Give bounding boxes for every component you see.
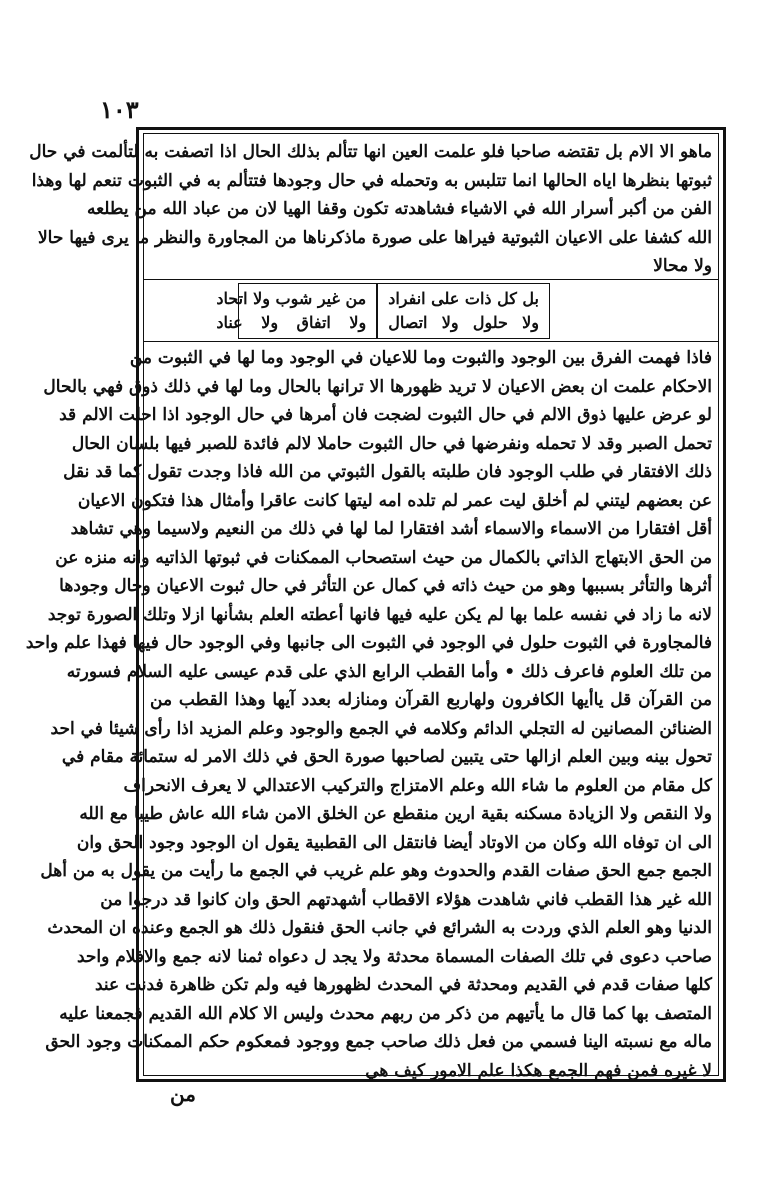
text-line: الدنيا وهو العلم الذي وردت به الشرائع في جانب الحق فنقول ذلك هو الجمع وعنده ان المحدث [47, 918, 712, 938]
poem-line: من غير شوب ولا اتحاد [216, 289, 367, 308]
text-line: ذلك الافتقار في طلب الوجود فان طلبته بالقول الثبوتي من الله فاذا وجدت تقول كما قد نقل [63, 462, 712, 482]
main-paragraph [25, 344, 712, 1085]
text-line: من القرآن قل ياأيها الكافرون ولهاربع القرآن ومنازله بعدد آيها وهذا القطب من [150, 690, 712, 710]
text-line: الى ان توفاه الله وكان من الاوتاد أيضا فانتقل الى القطبية يقول ان الوجود وجود الحق وان [76, 832, 712, 853]
poem-box [216, 283, 550, 339]
text-line: تحول بينه وبين العلم ازالها حتى يتبين لصاحبها صورة الحق في ذلك الامر له ستمائة مقام في [61, 747, 712, 767]
text-line: عن بعضهم ليتني لم أخلق ليت عمر لم تلده امه ليتها كانت عاقرا وأمثال هذا فتكون الاعيان [77, 490, 712, 511]
text-line: لو عرض عليها ذوق الالم في حال الثبوت لضجت فان أمرها في حال الوجود اذا احلت الالم قد [59, 405, 712, 425]
text-line: المتصف بها كما قال ما يأتيهم من ذكر من ربهم محدث وليس الا كلام الله القديم فجمعنا عليه [59, 1003, 712, 1024]
text-line: أقل افتقارا من الاسماء والاسماء أشد افتقارا لما لها في ذلك من النعيم ولاسيما وهي تشاهد [70, 519, 712, 539]
poem-line: ولا اتفاق ولا عناد [216, 313, 367, 332]
text-line: لا غيره فمن فهم الجمع هكذا علم الامور كيف هي [365, 1060, 712, 1081]
text-line: الله كشفا على الاعيان الثبوتية فيراها على صورة ماذكرناها من المجاورة والنظر ما يرى فيها حالا [37, 227, 712, 248]
text-line: ثبوتها بنظرها اياه الحالها انما تتلبس به وتحمله في حال وجودها فتتألم به في الثبوت تنعم لها وهذا [31, 170, 712, 191]
text-line: ماهو الا الام بل تقتضه صاحبا فلو علمت العين انها تتألم بذلك الحال اذا اتصفت به لتألمت في حال [29, 142, 712, 162]
poem-line: بل كل ذات على انفراد [388, 289, 539, 308]
text-line: من تلك العلوم فاعرف ذلك • وأما القطب الرابع الذي على قدم عيسى عليه السلام فسورته [66, 661, 712, 682]
text-line: فالمجاورة في الثبوت حلول في الوجود في الثبوت الى جانبها وفي الوجود حال فيها فهذا علم واحد [25, 633, 712, 653]
text-line: ولا النقص ولا الزيادة مسكنه بقية ارين منقطع عن الخلق الامن شاء الله عاش طيبا مع الله [79, 804, 712, 824]
text-line: ولا محالا [653, 256, 712, 276]
text-line: تحمل الصبر وقد لا تحمله ونفرضها في حال الثبوت حاملا لالم فائدة للصبر فيها بلسان الحال [71, 433, 712, 454]
text-line: من الحق الابتهاج الذاتي بالكمال من حيث استصحاب الممكنات في ثبوتها الذاتيه وانه منزه عن [55, 547, 712, 568]
text-line: الضنائن المصانين له التجلي الدائم وكلامه في الجمع والوجود وعلم المزيد اذا رأى شيئا في احد [50, 718, 712, 739]
top-paragraph [29, 138, 712, 281]
text-line: لانه ما زاد في نفسه علما بها لم يكن عليه فيها فانها أعطته العلم بشأنها ازلا وتلك الصورة توجد [47, 604, 712, 625]
catchword: من [170, 1082, 196, 1106]
text-line: الفن من أكبر أسرار الله في الاشياء فشاهدته تكون وقفا الهيا لان من عباد الله من يطلعه [86, 199, 712, 219]
text-line: كلها صفات قدم في القديم ومحدثة في المحدث لظهورها فيه ولم تكن ظاهرة فدنت عند [94, 975, 712, 995]
poem-right-hemistich [378, 284, 549, 338]
page-number: ١٠٣ [100, 95, 139, 124]
text-line: فاذا فهمت الفرق بين الوجود والثبوت وما للاعيان في الوجود وما لها في الثبوت من [129, 348, 712, 368]
poem-line: ولا حلول ولا اتصال [388, 313, 539, 332]
text-line: كل مقام من العلوم ما شاء الله وعلم الامتزاج والتركيب الاعتدالي لا يعرف الانحراف [123, 775, 712, 796]
horizontal-rule [143, 341, 719, 342]
text-line: الجمع جمع الحق صفات القدم والحدوث وهو علم غريب في الجمع ما رأيت من يقول به من أهل [40, 861, 712, 881]
text-line: أثرها والتأثر بسببها وهو من حيث ذاته في كمال عن التأثر في حال ثبوت الاعيان وحال وجودها [59, 576, 712, 596]
text-line: صاحب دعوى في تلك الصفات المسماة محدثة ولا يجد ل دعواه ثمنا لانه جمع والافلام واحد [76, 946, 712, 967]
text-line: الاحكام علمت ان بعض الاعيان لا تريد ظهورها الا ترانها بالحال وما لها في ذلك ذوق فهي بالحال [43, 376, 712, 397]
text-line: الله غير هذا القطب فاني شاهدت هؤلاء الاقطاب أشهدتهم الحق وان كانوا قد درجوا من [100, 889, 712, 910]
poem-left-hemistich [206, 284, 378, 338]
text-line: ماله مع نسبته الينا فسمي من فعل ذلك صاحب جمع ووجود فمعكوم حكم الممكنات وجود الحق [45, 1032, 712, 1052]
horizontal-rule [143, 279, 719, 280]
